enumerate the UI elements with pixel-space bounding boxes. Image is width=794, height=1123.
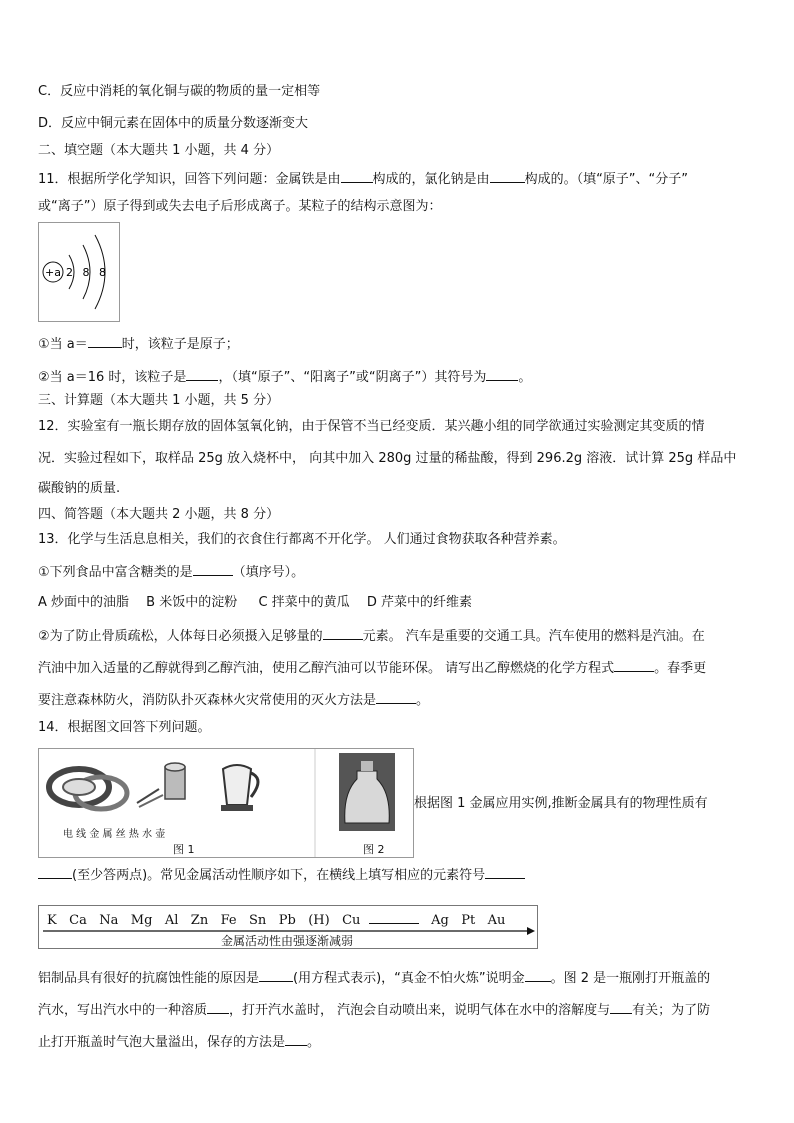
q14-line3-text-c: 。图 2 是一瓶刚打开瓶盖的 — [550, 971, 711, 986]
nucleus-charge: +a — [45, 266, 61, 279]
section-calc-heading: 三、计算题（本大题共 1 小题，共 5 分） — [38, 393, 280, 408]
metal-figures-svg — [39, 749, 413, 857]
section-fill-heading: 二、填空题（本大题共 1 小题，共 4 分） — [38, 143, 280, 158]
q12-line1: 12．实验室有一瓶长期存放的固体氢氧化钠，由于保管不当已经变质．某兴趣小组的同学欲通过实验测定其变质的情 — [38, 419, 705, 434]
element-k: K — [47, 913, 57, 928]
q11-p1-text-a: ①当 a＝ — [38, 337, 88, 352]
answer-blank — [485, 865, 525, 879]
atom-structure-diagram — [38, 222, 120, 322]
q12-line3: 碳酸钠的质量. — [38, 481, 121, 496]
q11-text-a: 11．根据所学化学知识，回答下列问题：金属铁是由 — [38, 172, 341, 187]
answer-blank — [207, 1000, 229, 1014]
fig1-caption: 电 线 金 属 丝 热 水 壶 — [63, 829, 166, 840]
fig2-label: 图 2 — [363, 843, 385, 856]
option-c: C．反应中消耗的氧化铜与碳的物质的量一定相等 — [38, 84, 321, 99]
q14-line4 — [38, 1000, 710, 1020]
q11-p2-text-a: ②当 a＝16 时，该粒子是 — [38, 370, 187, 385]
q14-title: 14．根据图文回答下列问题。 — [38, 720, 211, 735]
q13-part2-line1 — [38, 626, 705, 646]
answer-blank — [610, 1000, 632, 1014]
answer-blank — [614, 658, 654, 672]
soda-bottle-illustration — [339, 753, 395, 831]
q13-p3-text-b: 。春季更 — [654, 661, 707, 676]
shell-electrons: 2 8 8 — [66, 266, 109, 279]
answer-blank — [369, 910, 419, 924]
q14-line5-text-b: 。 — [307, 1035, 321, 1050]
q14-line5 — [38, 1032, 320, 1052]
q13-p2-text-b: 元素。 汽车是重要的交通工具。汽车使用的燃料是汽油。在 — [362, 629, 705, 644]
q14-side-text: 根据图 1 金属应用实例,推断金属具有的物理性质有 — [414, 796, 708, 811]
element-pt: Pt — [461, 913, 476, 928]
q14-line4-text-a: 汽水，写出汽水中的一种溶质 — [38, 1003, 208, 1018]
wire-coil-illustration — [49, 769, 127, 809]
answer-blank — [259, 968, 293, 982]
q14-line2 — [38, 865, 525, 885]
element-au: Au — [487, 913, 506, 928]
answer-blank — [341, 169, 373, 183]
q14-line2-text: (至少答两点)。常见金属活动性顺序如下，在横线上填写相应的元素符号 — [72, 868, 486, 883]
element-al: Al — [164, 913, 179, 928]
activity-series-box — [38, 905, 538, 949]
q11-p2-text-b: ，（填“原子”、“阳离子”或“阴离子”）其符号为 — [218, 370, 487, 385]
q11-line2: 或“离子”）原子得到或失去电子后形成离子。某粒子的结构示意图为： — [38, 199, 442, 214]
element-ag: Ag — [431, 913, 449, 928]
q13-choices: A 炒面中的油脂 B 米饭中的淀粉 C 拌菜中的黄瓜 D 芹菜中的纤维素 — [38, 595, 472, 610]
answer-blank — [525, 968, 551, 982]
answer-blank — [285, 1032, 307, 1046]
element-h: (H) — [308, 913, 330, 928]
element-zn: Zn — [190, 913, 209, 928]
element-na: Na — [99, 913, 119, 928]
answer-blank — [38, 865, 72, 879]
q13-p1-text-b: （填序号）。 — [232, 565, 305, 580]
q12-line2: 况．实验过程如下，取样品 25g 放入烧杯中， 向其中加入 280g 过量的稀盐酸，得到 296.2g 溶液．试计算 25g 样品中 — [38, 451, 737, 466]
q14-line4-text-b: ，打开汽水盖时， 汽泡会自动喷出来，说明气体在水中的溶解度与 — [229, 1003, 611, 1018]
answer-blank — [486, 367, 518, 381]
q11-part1 — [38, 334, 239, 354]
fig1-label: 图 1 — [173, 843, 195, 856]
q14-line5-text-a: 止打开瓶盖时气泡大量溢出，保存的方法是 — [38, 1035, 286, 1050]
element-pb: Pb — [278, 913, 296, 928]
element-mg: Mg — [130, 913, 153, 928]
kettle-illustration — [221, 765, 258, 811]
section-short-heading: 四、简答题（本大题共 2 小题，共 8 分） — [38, 507, 280, 522]
q11-part2 — [38, 367, 531, 387]
activity-caption: 金属活动性由强逐渐减弱 — [221, 934, 354, 948]
q13-intro: 13．化学与生活息息相关，我们的衣食住行都离不开化学。 人们通过食物获取各种营养素。 — [38, 532, 566, 547]
answer-blank — [376, 690, 416, 704]
q11-line1 — [38, 169, 688, 189]
metal-wire-illustration — [137, 763, 185, 807]
q13-p4-text-a: 要注意森林防火，消防队扑灭森林火灾常使用的灭火方法是 — [38, 693, 377, 708]
q14-line4-text-c: 有关；为了防 — [632, 1003, 711, 1018]
element-cu: Cu — [342, 913, 361, 928]
q13-p1-text-a: ①下列食品中富含糖类的是 — [38, 565, 193, 580]
q11-p1-text-b: 时，该粒子是原子； — [121, 337, 239, 352]
q14-line3-text-a: 铝制品具有很好的抗腐蚀性能的原因是 — [38, 971, 260, 986]
element-fe: Fe — [220, 913, 237, 928]
q13-p3-text-a: 汽油中加入适量的乙醇就得到乙醇汽油，使用乙醇汽油可以节能环保。 请写出乙醇燃烧的化学方程式 — [38, 661, 615, 676]
q13-p2-text-a: ②为了防止骨质疏松，人体每日必须摄入足够量的 — [38, 629, 323, 644]
q11-text-b: 构成的，氯化钠是由 — [372, 172, 490, 187]
element-sn: Sn — [249, 913, 267, 928]
atom-structure-svg — [39, 223, 119, 321]
answer-blank — [186, 367, 218, 381]
answer-blank — [193, 562, 233, 576]
q13-part2-line3 — [38, 690, 429, 710]
answer-blank — [490, 169, 525, 183]
q14-line3 — [38, 968, 710, 988]
q11-p2-text-c: 。 — [518, 370, 532, 385]
q11-text-c: 构成的。（填“原子”、“分子” — [524, 172, 689, 187]
element-ca: Ca — [69, 913, 87, 928]
option-d: D．反应中铜元素在固体中的质量分数逐渐变大 — [38, 116, 309, 131]
q14-line3-text-b: (用方程式表示)，“真金不怕火炼”说明金 — [293, 971, 525, 986]
q13-p4-text-b: 。 — [416, 693, 430, 708]
metal-figures — [38, 748, 414, 858]
q13-part1 — [38, 562, 304, 582]
answer-blank — [323, 626, 363, 640]
answer-blank — [88, 334, 122, 348]
q13-part2-line2 — [38, 658, 706, 678]
